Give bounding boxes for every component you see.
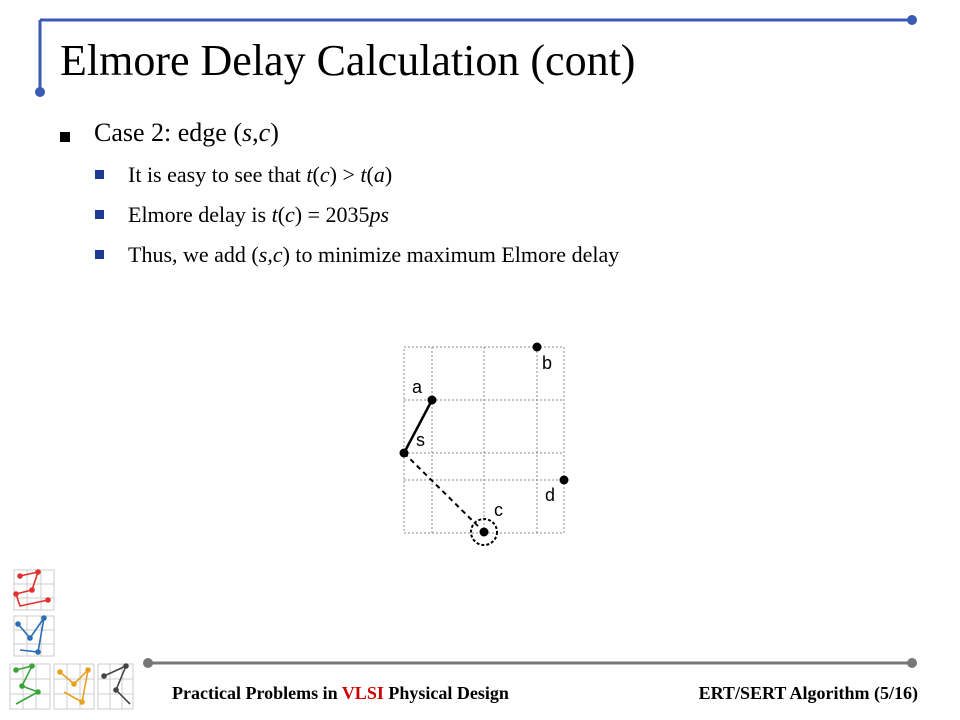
node-b xyxy=(533,343,542,352)
var-c: c xyxy=(258,118,271,147)
case-text: Case 2: edge ( xyxy=(94,118,243,147)
comma: , xyxy=(252,118,259,147)
edge-s-c-candidate xyxy=(404,453,484,532)
var-t: t xyxy=(271,202,278,227)
label-c: c xyxy=(494,500,503,520)
label-d: d xyxy=(545,485,556,505)
paren: ) xyxy=(270,118,279,147)
slide-title: Elmore Delay Calculation (cont) xyxy=(60,36,636,85)
label-b: b xyxy=(542,353,553,373)
var-a: a xyxy=(373,162,385,187)
node-a xyxy=(428,396,437,405)
label-s: s xyxy=(416,430,425,450)
sub3-end: ) to minimize maximum Elmore delay xyxy=(282,242,620,267)
sub2-text: Elmore delay is xyxy=(128,202,272,227)
var-c: c xyxy=(319,162,330,187)
sub1-text: It is easy to see that xyxy=(128,162,307,187)
var-t: t xyxy=(306,162,313,187)
sub-bullet-1: It is easy to see that t(c) > t(a) xyxy=(60,162,619,188)
node-d xyxy=(560,476,569,485)
footer-slide-number: ERT/SERT Algorithm (5/16) xyxy=(698,683,918,703)
paren: ) xyxy=(384,162,393,187)
comma: , xyxy=(267,242,273,267)
sub1-mid: ) > xyxy=(329,162,361,187)
footer-left-pre: Practical Problems in xyxy=(172,683,342,703)
sub-bullet-2: Elmore delay is t(c) = 2035ps xyxy=(60,202,619,228)
var-c: c xyxy=(272,242,283,267)
footer-left-post: Physical Design xyxy=(383,683,509,703)
unit-ps: ps xyxy=(369,202,390,227)
footer-vlsi: VLSI xyxy=(341,683,384,703)
sub2-mid: ) = 2035 xyxy=(294,202,370,227)
var-s: s xyxy=(242,118,253,147)
node-s xyxy=(400,449,409,458)
routing-grid xyxy=(404,347,564,533)
label-a: a xyxy=(412,377,423,397)
var-s: s xyxy=(258,242,268,267)
var-c: c xyxy=(285,202,295,227)
var-t: t xyxy=(360,162,367,187)
corner-logo xyxy=(8,566,138,716)
node-c xyxy=(480,528,489,537)
footer-course-title xyxy=(172,683,509,704)
sub3-text: Thus, we add ( xyxy=(128,242,259,267)
